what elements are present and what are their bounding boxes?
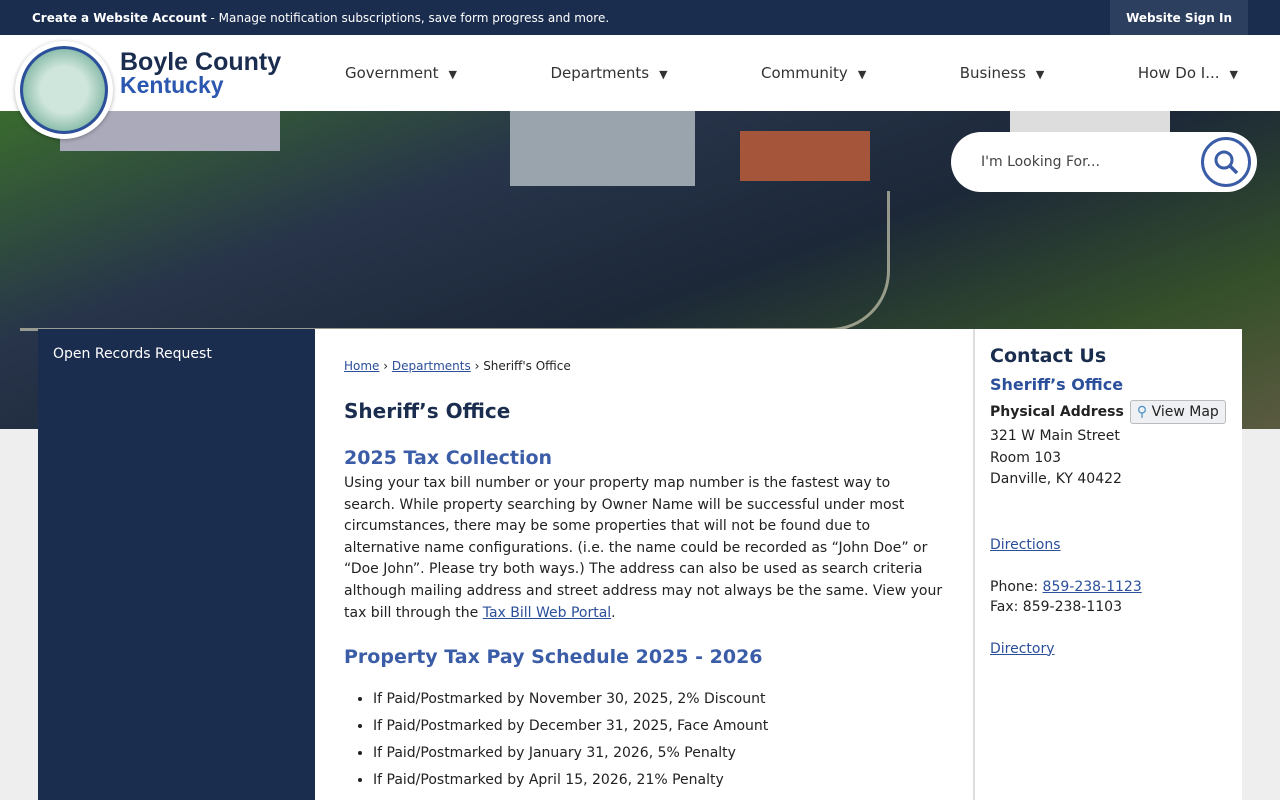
directory-link[interactable]: Directory [990,640,1055,657]
caret-down-icon: ▼ [448,68,458,81]
page-title: Sheriff’s Office [344,399,511,423]
list-item: • If Paid/Postmarked by January 31, 2026, 5% Penalty [373,740,944,767]
address-line: Danville, KY 40422 [990,471,1122,487]
list-item: • If Paid/Postmarked by December 31, 2025, Face Amount [373,713,944,740]
office-name: Sheriff’s Office [990,375,1124,394]
tax-info-paragraph: Using your tax bill number or your property map number is the fastest way to search. While property searching by Owner Name will be successful under most circumstances, there may be some properties that will not be found due to alternative name configurations. (i.e. the name could be recorded as “John Doe” or “Doe John”. Please try both ways.) The address can also be used as search criteria although mailing address and street address may not always be the same. View your tax bill through the Tax Bill Web Portal. [344,475,943,621]
main-content [315,329,973,800]
address-label: Physical Address [990,404,1124,420]
site-search[interactable] [951,132,1257,192]
address-line: Room 103 [990,449,1062,466]
contact-title: Contact Us [990,345,1107,367]
contact-panel: Contact Us Sheriff’s Office Physical Address ⚲ View Map 321 W Main Street Room 103 Danville, KY 40422 Directions Phone: 859-238-1123 Fax: 859-238-1103 Directory [973,329,1242,800]
fax: Fax: 859-238-1103 [990,598,1122,615]
main-nav [345,35,1238,111]
caret-down-icon: ▼ [857,68,867,81]
address-line: 321 W Main Street [990,428,1120,444]
breadcrumb-home[interactable]: Home [344,359,380,373]
nav-government[interactable]: Government ▼ [345,64,458,82]
building [1010,111,1170,133]
schedule-list [344,686,944,794]
create-account-link[interactable]: Create a Website Account - Manage notification subscriptions, save form progress and more. [32,10,610,25]
header [0,35,1280,111]
breadcrumb-departments[interactable]: Departments [391,359,471,373]
sign-in-button[interactable]: Website Sign In [1110,0,1248,35]
building [740,131,870,181]
directions-link[interactable]: Directions [990,536,1061,553]
list-item: • If Paid/Postmarked by April 15, 2026, 21% Penalty [373,767,944,794]
nav-departments[interactable]: Departments ▼ [550,64,668,82]
search-button[interactable] [1201,137,1251,187]
nav-how-do-i[interactable]: How Do I... ▼ [1137,64,1238,82]
tax-bill-portal-link[interactable]: Tax Bill Web Portal [482,604,612,621]
site-title[interactable]: Boyle County Kentucky [120,48,282,98]
list-item: • If Paid/Postmarked by November 30, 2025, 2% Discount [373,686,944,713]
caret-down-icon: ▼ [659,68,668,81]
hangar [510,111,695,186]
phone-link[interactable]: 859-238-1123 [1042,578,1142,595]
runway-marking [20,191,890,331]
section-heading: Property Tax Pay Schedule 2025 - 2026 [344,646,763,669]
search-input[interactable]: I'm Looking For... [981,154,1100,170]
nav-community[interactable]: Community ▼ [760,64,867,82]
section-heading: 2025 Tax Collection [344,447,553,469]
county-seal-logo[interactable] [15,41,113,139]
nav-business[interactable]: Business ▼ [959,64,1045,82]
caret-down-icon: ▼ [1229,68,1238,81]
sidebar [38,329,315,800]
view-map-button[interactable]: ⚲ View Map [1130,400,1226,424]
caret-down-icon: ▼ [1035,68,1045,81]
search-icon [1213,149,1239,175]
seal-icon [20,46,108,134]
breadcrumb: Home › Departments › Sheriff's Office [344,359,571,373]
map-pin-icon: ⚲ [1136,404,1148,420]
top-bar [0,0,1280,35]
sidebar-item-open-records[interactable]: Open Records Request [53,346,212,362]
